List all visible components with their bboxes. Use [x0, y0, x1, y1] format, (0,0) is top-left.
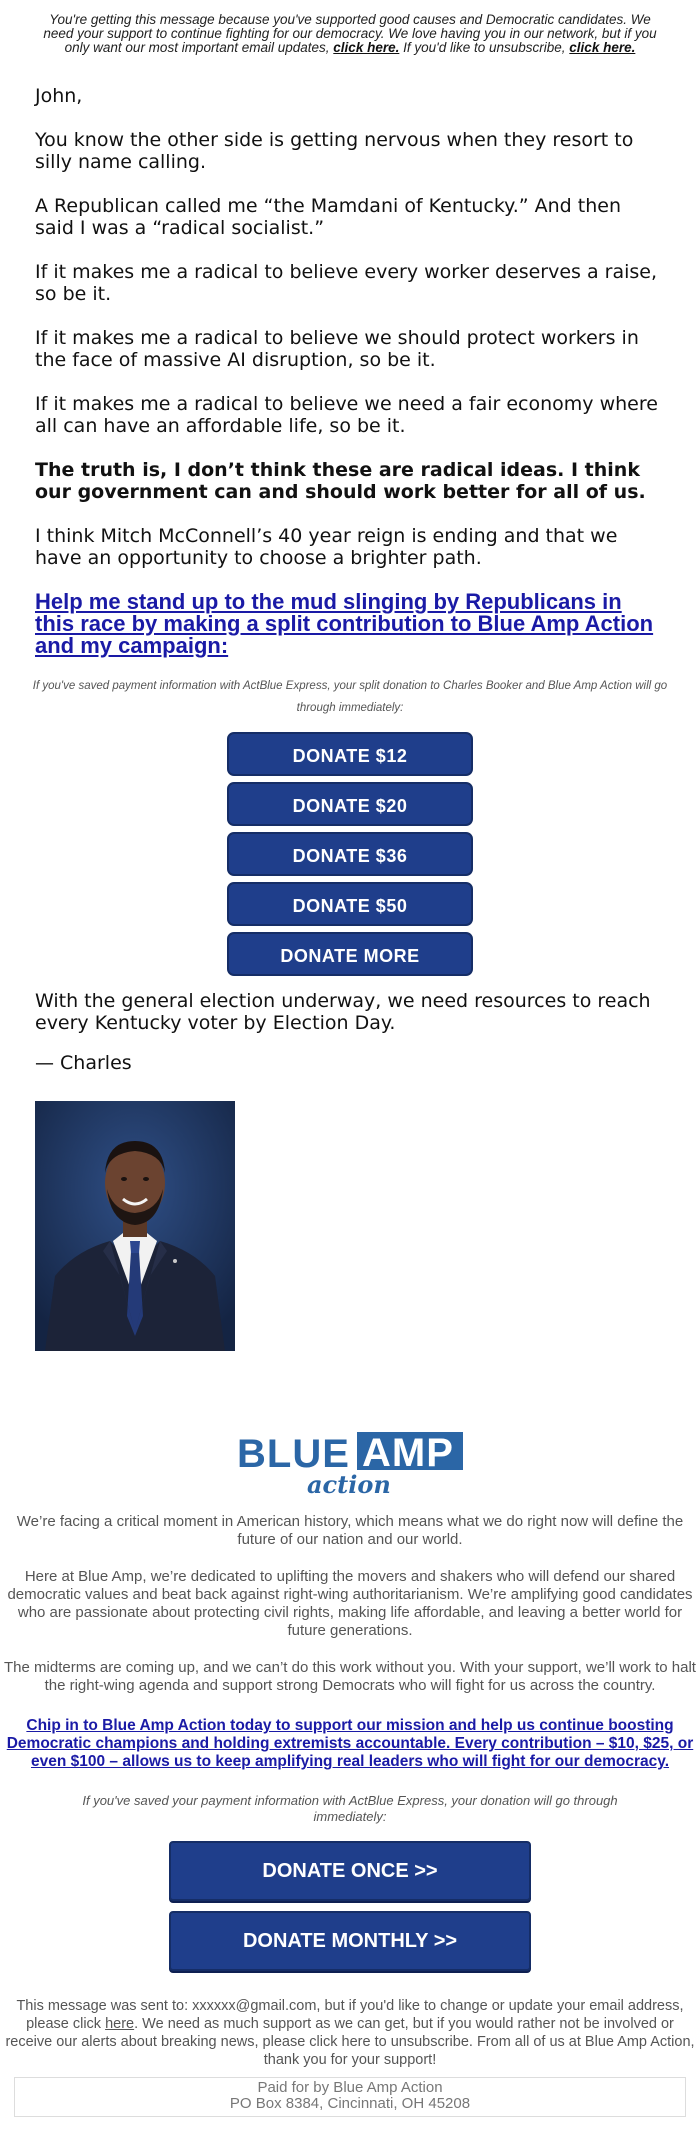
signoff: — Charles	[35, 1052, 132, 1074]
footer-actblue-note: If you've saved your payment information with ActBlue Express, your donation will go through immediately:	[82, 1793, 618, 1824]
chip-in-link[interactable]: Chip in to Blue Amp Action today to support our mission and help us continue boosting Democratic champions and holding extremists accountable. Every contribution – $10, $25, or even $100 – allows us to keep amplifying real leaders who will fight for our democracy.	[6, 1717, 694, 1770]
paid-for-text: Paid for by Blue Amp Action	[257, 2079, 443, 2096]
footer-paragraph-1: We’re facing a critical moment in American history, which means what we do right now will define the future of our nation and our world.	[16, 1513, 684, 1548]
logo-blue-text: BLUE	[237, 1432, 350, 1476]
preheader-unsub-text: If you'd like to unsubscribe,	[403, 40, 566, 55]
paragraph-2: A Republican called me “the Mamdani of Kentucky.” And then said I was a “radical socialist.”	[35, 195, 621, 239]
preheader	[0, 0, 700, 55]
donate-monthly-button[interactable]: DONATE MONTHLY >>	[169, 1911, 531, 1971]
preheader-text: You're getting this message because you've supported good causes and Democratic candidates. We need your support to continue fighting for our democracy. We love having you in our network, but if you only want our most important email updates,	[43, 12, 657, 55]
paragraph-4: If it makes me a radical to believe we should protect workers in the face of massive AI disruption, so be it.	[35, 327, 639, 371]
logo-action-text: action	[307, 1470, 391, 1499]
paragraph-8: With the general election underway, we need resources to reach every Kentucky voter by Election Day.	[35, 990, 651, 1034]
donate-20-button[interactable]: DONATE $20	[227, 782, 473, 826]
blue-amp-logo-icon	[235, 1429, 465, 1499]
donate-more-button[interactable]: DONATE MORE	[227, 932, 473, 976]
footer-paragraph-3: The midterms are coming up, and we can’t do this work without you. With your support, we’ll work to halt the right-wing agenda and support strong Democrats who will fight for us across the country.	[4, 1659, 696, 1694]
legal-text-2: . We need as much support as we can get, but if you would rather not be involved or receive our alerts about breaking news, please click here to unsubscribe. From all of us at Blue Amp Action, thank you for your support!	[5, 2016, 695, 2068]
organization-footer	[0, 1429, 700, 2117]
legal-notice	[2, 1997, 698, 2069]
paragraph-1: You know the other side is getting nervous when they resort to silly name calling.	[35, 129, 634, 173]
donate-button-group	[227, 732, 473, 976]
candidate-photo	[35, 1101, 235, 1351]
blue-amp-logo	[0, 1429, 700, 1499]
footer-donate-group	[0, 1841, 700, 1971]
logo-amp-text: AMP	[362, 1431, 454, 1475]
legal-text-1: This message was sent to: xxxxxx@gmail.com, but if you'd like to change or update your email address, please click	[16, 1998, 684, 2032]
paragraph-7: I think Mitch McConnell’s 40 year reign is ending and that we have an opportunity to choose a brighter path.	[35, 525, 618, 569]
letter-body	[0, 85, 700, 657]
candidate-portrait-icon	[35, 1101, 235, 1351]
paragraph-3: If it makes me a radical to believe every worker deserves a raise, so be it.	[35, 261, 658, 305]
mailing-address: PO Box 8384, Cincinnati, OH 45208	[229, 2095, 471, 2112]
paid-for-box	[14, 2077, 686, 2117]
letter-closing	[0, 990, 700, 1074]
donate-once-button[interactable]: DONATE ONCE >>	[169, 1841, 531, 1901]
donate-50-button[interactable]: DONATE $50	[227, 882, 473, 926]
split-contribution-link[interactable]: Help me stand up to the mud slinging by Republicans in this race by making a split contribution to Blue Amp Action and my campaign:	[35, 589, 654, 658]
donate-36-button[interactable]: DONATE $36	[227, 832, 473, 876]
paragraph-5: If it makes me a radical to believe we need a fair economy where all can have an affordable life, so be it.	[35, 393, 658, 437]
actblue-express-note: If you've saved payment information with ActBlue Express, your split donation to Charles Booker and Blue Amp Action will go through immediately:	[32, 680, 668, 714]
footer-paragraph-2: Here at Blue Amp, we’re dedicated to uplifting the movers and shakers who will defend our shared democratic values and beat back against right-wing authoritarianism. We’re amplifying good candidates who are passionate about protecting civil rights, making life affordable, and leaving a better world for future generations.	[7, 1568, 693, 1639]
salutation: John,	[35, 85, 83, 107]
preferences-link[interactable]: click here.	[333, 40, 400, 55]
donate-12-button[interactable]: DONATE $12	[227, 732, 473, 776]
unsubscribe-link[interactable]: click here.	[569, 40, 636, 55]
update-email-link[interactable]: here	[105, 2016, 135, 2032]
paragraph-6-bold: The truth is, I don’t think these are radical ideas. I think our government can and should work better for all of us.	[35, 459, 646, 503]
